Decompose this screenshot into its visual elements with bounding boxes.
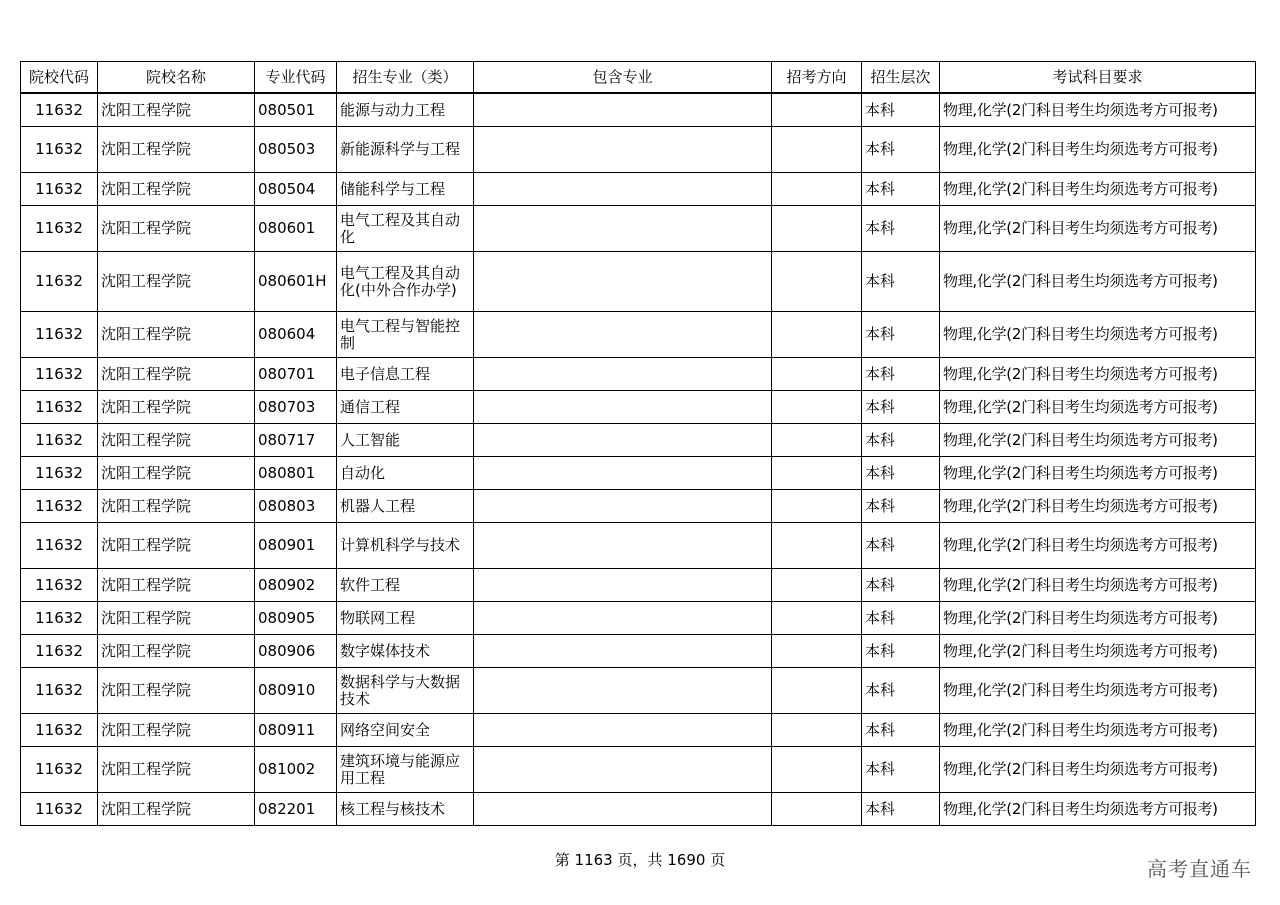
cell-school-name: 沈阳工程学院 <box>98 569 255 602</box>
cell-direction <box>772 457 862 490</box>
cell-major: 通信工程 <box>337 391 474 424</box>
cell-major: 能源与动力工程 <box>337 93 474 127</box>
cell-major: 物联网工程 <box>337 602 474 635</box>
cell-school-code: 11632 <box>21 793 98 826</box>
table-row <box>21 714 1256 747</box>
cell-school-name: 沈阳工程学院 <box>98 747 255 793</box>
cell-major: 电气工程及其自动化(中外合作办学) <box>337 252 474 312</box>
cell-requirement: 物理,化学(2门科目考生均须选考方可报考) <box>940 93 1256 127</box>
cell-major: 自动化 <box>337 457 474 490</box>
cell-includes <box>474 793 772 826</box>
cell-level: 本科 <box>862 312 940 358</box>
cell-requirement: 物理,化学(2门科目考生均须选考方可报考) <box>940 358 1256 391</box>
cell-major-code: 080910 <box>255 668 337 714</box>
cell-direction <box>772 127 862 173</box>
table-row <box>21 668 1256 714</box>
cell-major: 核工程与核技术 <box>337 793 474 826</box>
cell-level: 本科 <box>862 569 940 602</box>
cell-direction <box>772 391 862 424</box>
cell-direction <box>772 358 862 391</box>
cell-major-code: 081002 <box>255 747 337 793</box>
cell-includes <box>474 457 772 490</box>
table-row <box>21 523 1256 569</box>
page-number: 第 1163 页，共 1690 页 <box>554 851 726 869</box>
cell-school-name: 沈阳工程学院 <box>98 312 255 358</box>
cell-major-code: 080503 <box>255 127 337 173</box>
cell-includes <box>474 668 772 714</box>
cell-school-name: 沈阳工程学院 <box>98 490 255 523</box>
cell-school-name: 沈阳工程学院 <box>98 206 255 252</box>
cell-school-code: 11632 <box>21 490 98 523</box>
cell-direction <box>772 490 862 523</box>
cell-school-name: 沈阳工程学院 <box>98 668 255 714</box>
cell-requirement: 物理,化学(2门科目考生均须选考方可报考) <box>940 668 1256 714</box>
table-row <box>21 252 1256 312</box>
cell-school-code: 11632 <box>21 206 98 252</box>
table-row <box>21 793 1256 826</box>
cell-major: 数据科学与大数据技术 <box>337 668 474 714</box>
cell-direction <box>772 93 862 127</box>
cell-major-code: 080601 <box>255 206 337 252</box>
header-school-name: 院校名称 <box>98 62 255 94</box>
cell-major-code: 080906 <box>255 635 337 668</box>
cell-major-code: 080703 <box>255 391 337 424</box>
cell-school-name: 沈阳工程学院 <box>98 93 255 127</box>
table-row <box>21 457 1256 490</box>
cell-major: 人工智能 <box>337 424 474 457</box>
table-row <box>21 424 1256 457</box>
cell-school-code: 11632 <box>21 424 98 457</box>
cell-major-code: 080501 <box>255 93 337 127</box>
cell-requirement: 物理,化学(2门科目考生均须选考方可报考) <box>940 424 1256 457</box>
table-row <box>21 93 1256 127</box>
cell-school-code: 11632 <box>21 747 98 793</box>
cell-includes <box>474 127 772 173</box>
cell-includes <box>474 93 772 127</box>
table-row <box>21 747 1256 793</box>
cell-major-code: 080901 <box>255 523 337 569</box>
cell-major-code: 080902 <box>255 569 337 602</box>
cell-includes <box>474 523 772 569</box>
table-row <box>21 569 1256 602</box>
table-row <box>21 490 1256 523</box>
cell-level: 本科 <box>862 252 940 312</box>
cell-school-code: 11632 <box>21 173 98 206</box>
cell-direction <box>772 523 862 569</box>
cell-level: 本科 <box>862 714 940 747</box>
cell-school-code: 11632 <box>21 668 98 714</box>
cell-school-code: 11632 <box>21 93 98 127</box>
cell-requirement: 物理,化学(2门科目考生均须选考方可报考) <box>940 490 1256 523</box>
cell-major: 数字媒体技术 <box>337 635 474 668</box>
cell-major: 软件工程 <box>337 569 474 602</box>
cell-major-code: 082201 <box>255 793 337 826</box>
cell-requirement: 物理,化学(2门科目考生均须选考方可报考) <box>940 635 1256 668</box>
cell-requirement: 物理,化学(2门科目考生均须选考方可报考) <box>940 793 1256 826</box>
cell-direction <box>772 312 862 358</box>
cell-level: 本科 <box>862 668 940 714</box>
cell-requirement: 物理,化学(2门科目考生均须选考方可报考) <box>940 252 1256 312</box>
cell-school-code: 11632 <box>21 523 98 569</box>
cell-school-name: 沈阳工程学院 <box>98 424 255 457</box>
cell-direction <box>772 252 862 312</box>
header-requirement: 考试科目要求 <box>940 62 1256 94</box>
cell-level: 本科 <box>862 358 940 391</box>
cell-requirement: 物理,化学(2门科目考生均须选考方可报考) <box>940 457 1256 490</box>
table-row <box>21 391 1256 424</box>
cell-school-name: 沈阳工程学院 <box>98 714 255 747</box>
cell-direction <box>772 714 862 747</box>
cell-direction <box>772 747 862 793</box>
cell-direction <box>772 173 862 206</box>
cell-major: 电子信息工程 <box>337 358 474 391</box>
watermark-logo: 高考直通车 <box>1147 857 1252 881</box>
header-major-code: 专业代码 <box>255 62 337 94</box>
cell-level: 本科 <box>862 424 940 457</box>
cell-level: 本科 <box>862 93 940 127</box>
header-school-code: 院校代码 <box>21 62 98 94</box>
table-row <box>21 602 1256 635</box>
cell-requirement: 物理,化学(2门科目考生均须选考方可报考) <box>940 523 1256 569</box>
cell-school-name: 沈阳工程学院 <box>98 391 255 424</box>
cell-major-code: 080803 <box>255 490 337 523</box>
cell-major: 网络空间安全 <box>337 714 474 747</box>
table-row <box>21 206 1256 252</box>
cell-school-name: 沈阳工程学院 <box>98 523 255 569</box>
header-major: 招生专业（类） <box>337 62 474 94</box>
cell-school-name: 沈阳工程学院 <box>98 602 255 635</box>
cell-includes <box>474 714 772 747</box>
cell-school-code: 11632 <box>21 457 98 490</box>
header-row <box>21 62 1256 94</box>
cell-requirement: 物理,化学(2门科目考生均须选考方可报考) <box>940 127 1256 173</box>
header-direction: 招考方向 <box>772 62 862 94</box>
cell-includes <box>474 312 772 358</box>
cell-school-code: 11632 <box>21 602 98 635</box>
cell-major: 电气工程与智能控制 <box>337 312 474 358</box>
cell-level: 本科 <box>862 793 940 826</box>
cell-level: 本科 <box>862 127 940 173</box>
cell-level: 本科 <box>862 635 940 668</box>
admission-table <box>20 61 1256 826</box>
cell-direction <box>772 569 862 602</box>
cell-major-code: 080601H <box>255 252 337 312</box>
cell-includes <box>474 252 772 312</box>
cell-includes <box>474 747 772 793</box>
cell-requirement: 物理,化学(2门科目考生均须选考方可报考) <box>940 206 1256 252</box>
cell-includes <box>474 569 772 602</box>
cell-major-code: 080905 <box>255 602 337 635</box>
cell-school-code: 11632 <box>21 127 98 173</box>
cell-major-code: 080604 <box>255 312 337 358</box>
header-includes: 包含专业 <box>474 62 772 94</box>
cell-requirement: 物理,化学(2门科目考生均须选考方可报考) <box>940 569 1256 602</box>
cell-level: 本科 <box>862 206 940 252</box>
cell-includes <box>474 391 772 424</box>
table-row <box>21 312 1256 358</box>
cell-requirement: 物理,化学(2门科目考生均须选考方可报考) <box>940 747 1256 793</box>
cell-school-code: 11632 <box>21 252 98 312</box>
cell-school-code: 11632 <box>21 569 98 602</box>
table-row <box>21 358 1256 391</box>
cell-requirement: 物理,化学(2门科目考生均须选考方可报考) <box>940 714 1256 747</box>
cell-school-name: 沈阳工程学院 <box>98 635 255 668</box>
cell-major: 建筑环境与能源应用工程 <box>337 747 474 793</box>
cell-major-code: 080717 <box>255 424 337 457</box>
cell-level: 本科 <box>862 173 940 206</box>
cell-direction <box>772 602 862 635</box>
cell-major: 计算机科学与技术 <box>337 523 474 569</box>
table-body <box>21 93 1256 826</box>
cell-requirement: 物理,化学(2门科目考生均须选考方可报考) <box>940 312 1256 358</box>
cell-includes <box>474 358 772 391</box>
cell-major: 电气工程及其自动化 <box>337 206 474 252</box>
cell-school-code: 11632 <box>21 635 98 668</box>
cell-major-code: 080801 <box>255 457 337 490</box>
table-row <box>21 635 1256 668</box>
cell-major: 机器人工程 <box>337 490 474 523</box>
cell-includes <box>474 173 772 206</box>
cell-school-code: 11632 <box>21 391 98 424</box>
cell-school-code: 11632 <box>21 714 98 747</box>
cell-school-name: 沈阳工程学院 <box>98 252 255 312</box>
cell-requirement: 物理,化学(2门科目考生均须选考方可报考) <box>940 173 1256 206</box>
cell-includes <box>474 635 772 668</box>
cell-major-code: 080701 <box>255 358 337 391</box>
cell-school-name: 沈阳工程学院 <box>98 173 255 206</box>
cell-direction <box>772 793 862 826</box>
cell-major-code: 080504 <box>255 173 337 206</box>
cell-major: 储能科学与工程 <box>337 173 474 206</box>
table-row <box>21 173 1256 206</box>
cell-direction <box>772 668 862 714</box>
cell-school-name: 沈阳工程学院 <box>98 793 255 826</box>
cell-level: 本科 <box>862 602 940 635</box>
cell-requirement: 物理,化学(2门科目考生均须选考方可报考) <box>940 602 1256 635</box>
cell-level: 本科 <box>862 490 940 523</box>
cell-includes <box>474 206 772 252</box>
cell-school-code: 11632 <box>21 312 98 358</box>
cell-level: 本科 <box>862 523 940 569</box>
cell-direction <box>772 424 862 457</box>
table-row <box>21 127 1256 173</box>
cell-major-code: 080911 <box>255 714 337 747</box>
cell-level: 本科 <box>862 391 940 424</box>
cell-school-name: 沈阳工程学院 <box>98 358 255 391</box>
cell-school-code: 11632 <box>21 358 98 391</box>
cell-major: 新能源科学与工程 <box>337 127 474 173</box>
cell-includes <box>474 424 772 457</box>
cell-school-name: 沈阳工程学院 <box>98 457 255 490</box>
cell-direction <box>772 206 862 252</box>
cell-includes <box>474 602 772 635</box>
cell-direction <box>772 635 862 668</box>
cell-school-name: 沈阳工程学院 <box>98 127 255 173</box>
header-level: 招生层次 <box>862 62 940 94</box>
cell-includes <box>474 490 772 523</box>
cell-level: 本科 <box>862 457 940 490</box>
cell-level: 本科 <box>862 747 940 793</box>
cell-requirement: 物理,化学(2门科目考生均须选考方可报考) <box>940 391 1256 424</box>
table-header <box>21 62 1256 94</box>
